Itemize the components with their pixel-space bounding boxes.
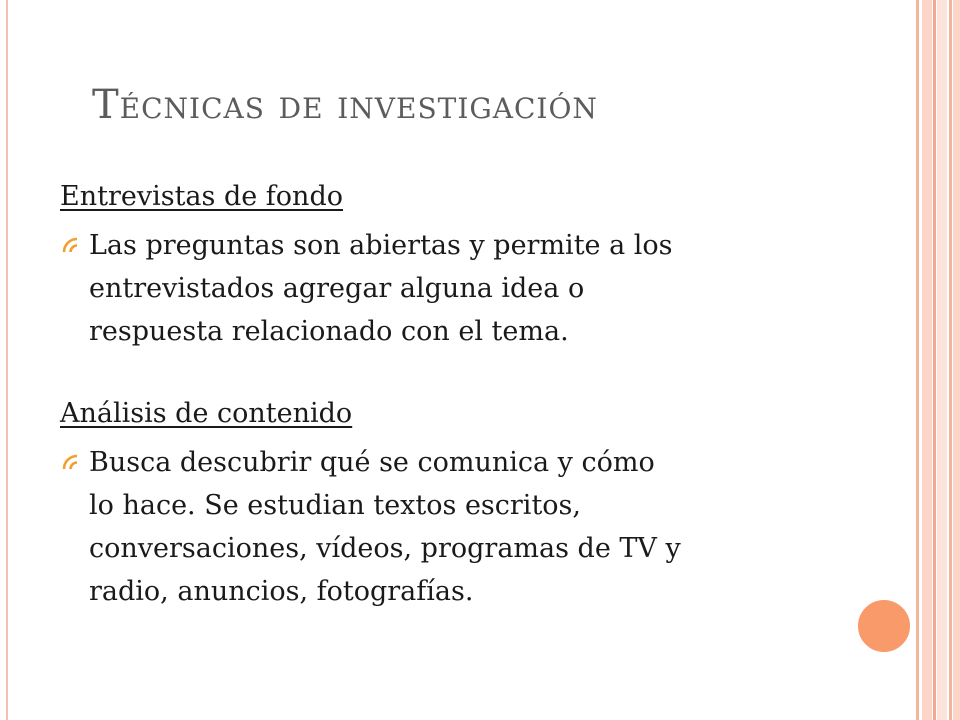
- bullet-icon: [62, 237, 79, 254]
- bullet-line: lo hace. Se estudian textos escritos,: [89, 490, 581, 521]
- bullet-line: radio, anuncios, fotografías.: [89, 576, 474, 607]
- bullet-line: respuesta relacionado con el tema.: [89, 316, 569, 347]
- section-heading-analisis: Análisis de contenido: [60, 398, 353, 429]
- decorative-stripes: [916, 0, 960, 720]
- bullet-line: Busca descubrir qué se comunica y cómo: [89, 447, 655, 478]
- bullet-analisis: [60, 441, 850, 613]
- bullet-line: Las preguntas son abiertas y permite a los: [89, 230, 673, 261]
- decorative-circle: [855, 597, 913, 655]
- bullet-line: entrevistados agregar alguna idea o: [89, 273, 585, 304]
- slide-content: [60, 176, 850, 613]
- bullet-entrevistas: [60, 224, 850, 353]
- left-frame-line: [0, 0, 8, 720]
- slide-title: Técnicas de investigación: [92, 82, 598, 128]
- section-heading-entrevistas: Entrevistas de fondo: [60, 181, 343, 212]
- bullet-line: conversaciones, vídeos, programas de TV y: [89, 533, 681, 564]
- bullet-icon: [62, 454, 79, 471]
